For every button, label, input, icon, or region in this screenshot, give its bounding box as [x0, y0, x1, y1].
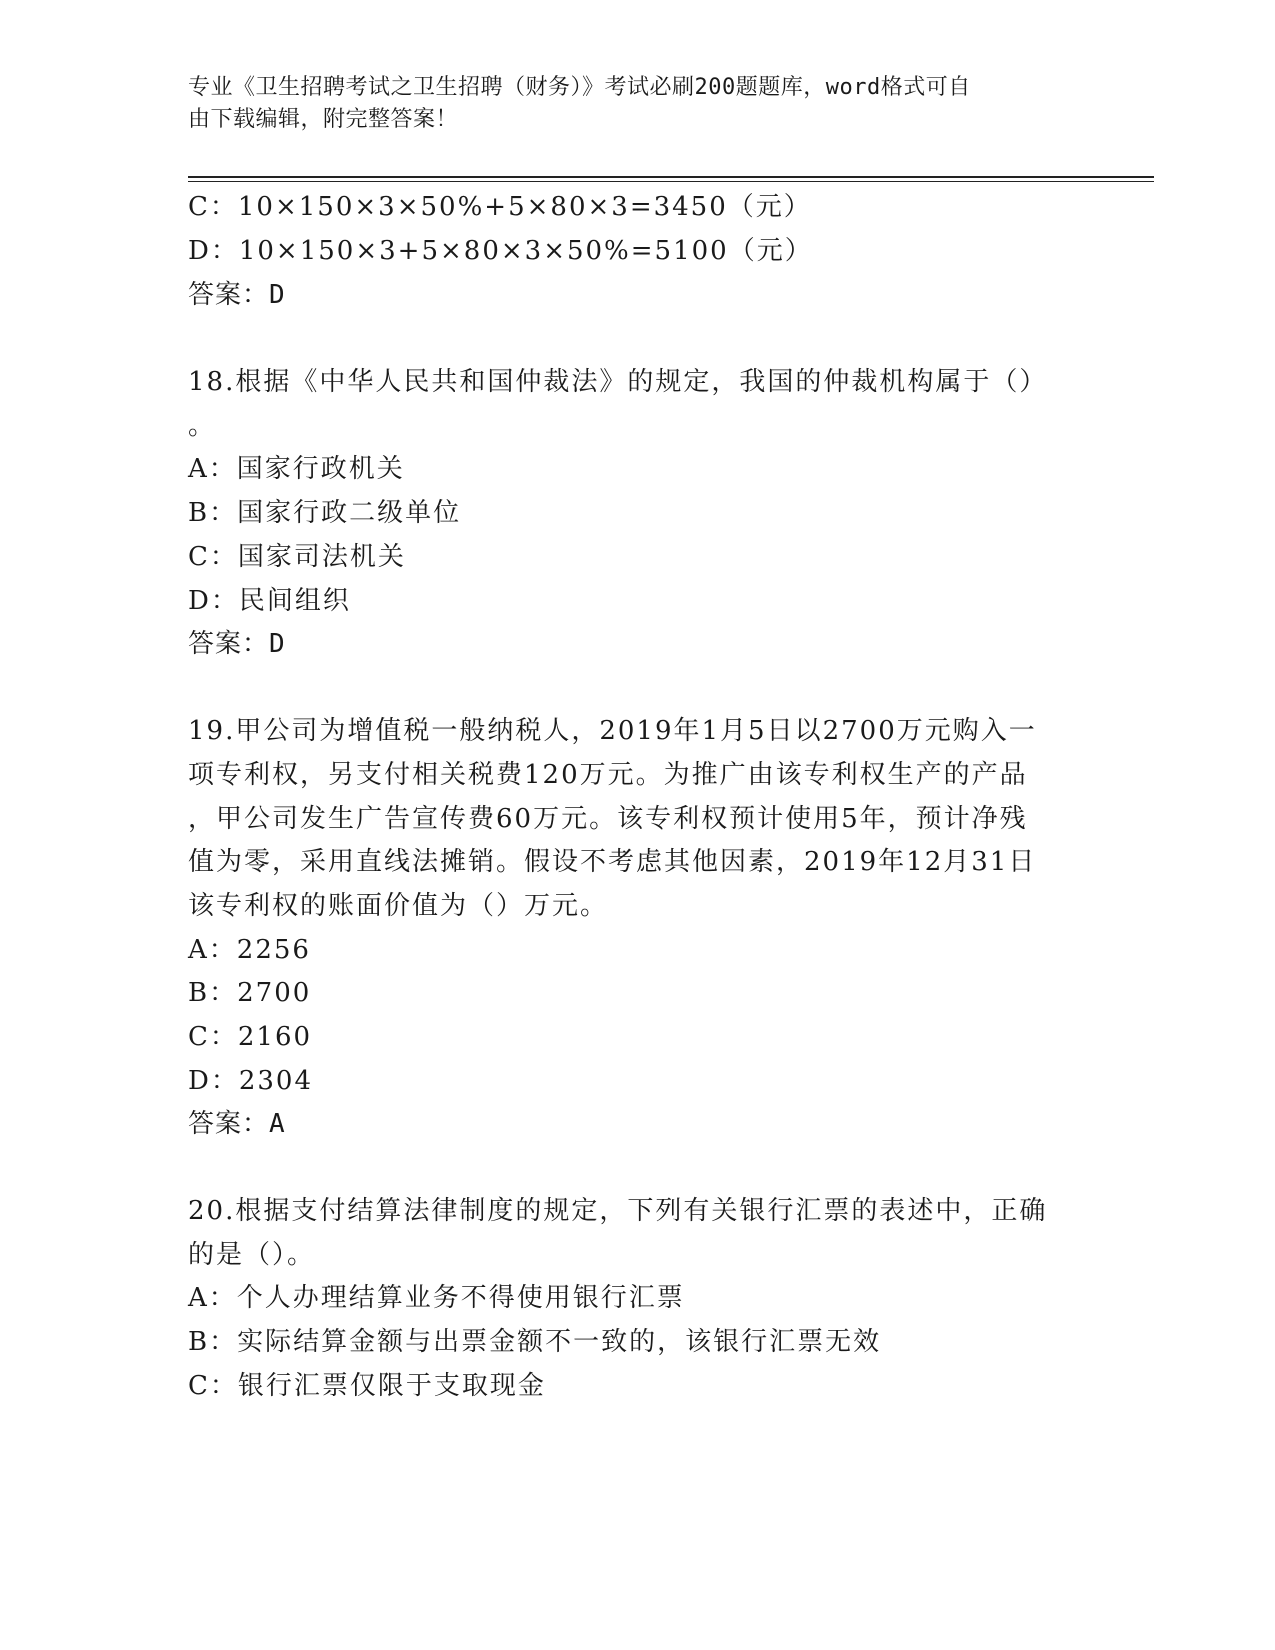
q19-option-b: B：2700 [188, 978, 312, 1008]
q19-option-d: D：2304 [188, 1066, 314, 1096]
q20-stem-line-1: 20.根据支付结算法律制度的规定，下列有关银行汇票的表述中，正确 [188, 1196, 1048, 1226]
document-header [188, 72, 1068, 136]
q20-stem-line-2: 的是（）。 [188, 1240, 316, 1270]
q19-stem-line-2: 项专利权，另支付相关税费120万元。为推广由该专利权生产的产品 [188, 760, 1028, 790]
q18-option-d: D：民间组织 [188, 586, 351, 616]
header-divider-thick [188, 176, 1154, 178]
q19-stem-line-5: 该专利权的账面价值为（）万元。 [188, 891, 609, 921]
q20-option-c: C：银行汇票仅限于支取现金 [188, 1371, 546, 1401]
q19-answer: 答案：A [188, 1109, 286, 1139]
header-divider-thin [188, 181, 1154, 182]
q19-stem-line-3: ，甲公司发生广告宣传费60万元。该专利权预计使用5年，预计净残 [188, 804, 1028, 834]
q17-option-d: D：10×150×3+5×80×3×50%=5100（元） [188, 236, 813, 266]
q18-stem-line-2: 。 [188, 411, 217, 441]
q20-option-b: B：实际结算金额与出票金额不一致的，该银行汇票无效 [188, 1327, 882, 1357]
q18-stem-line-1: 18.根据《中华人民共和国仲裁法》的规定，我国的仲裁机构属于（） [188, 367, 1048, 397]
q19-option-c: C：2160 [188, 1022, 313, 1052]
q19-option-a: A：2256 [188, 935, 311, 965]
q20-option-a: A：个人办理结算业务不得使用银行汇票 [188, 1283, 685, 1313]
q19-stem-line-1: 19.甲公司为增值税一般纳税人，2019年1月5日以2700万元购入一 [188, 716, 1037, 746]
header-line-1: 专业《卫生招聘考试之卫生招聘（财务）》考试必刷200题题库，word格式可自 [188, 75, 971, 100]
q18-option-a: A：国家行政机关 [188, 454, 405, 484]
header-line-2: 由下载编辑，附完整答案！ [188, 107, 459, 132]
q18-answer: 答案：D [188, 629, 286, 659]
q17-option-c: C：10×150×3×50%+5×80×3=3450（元） [188, 192, 812, 222]
q18-option-b: B：国家行政二级单位 [188, 498, 462, 528]
q18-option-c: C：国家司法机关 [188, 542, 406, 572]
q19-stem-line-4: 值为零，采用直线法摊销。假设不考虑其他因素，2019年12月31日 [188, 847, 1037, 877]
q17-answer: 答案：D [188, 280, 286, 310]
